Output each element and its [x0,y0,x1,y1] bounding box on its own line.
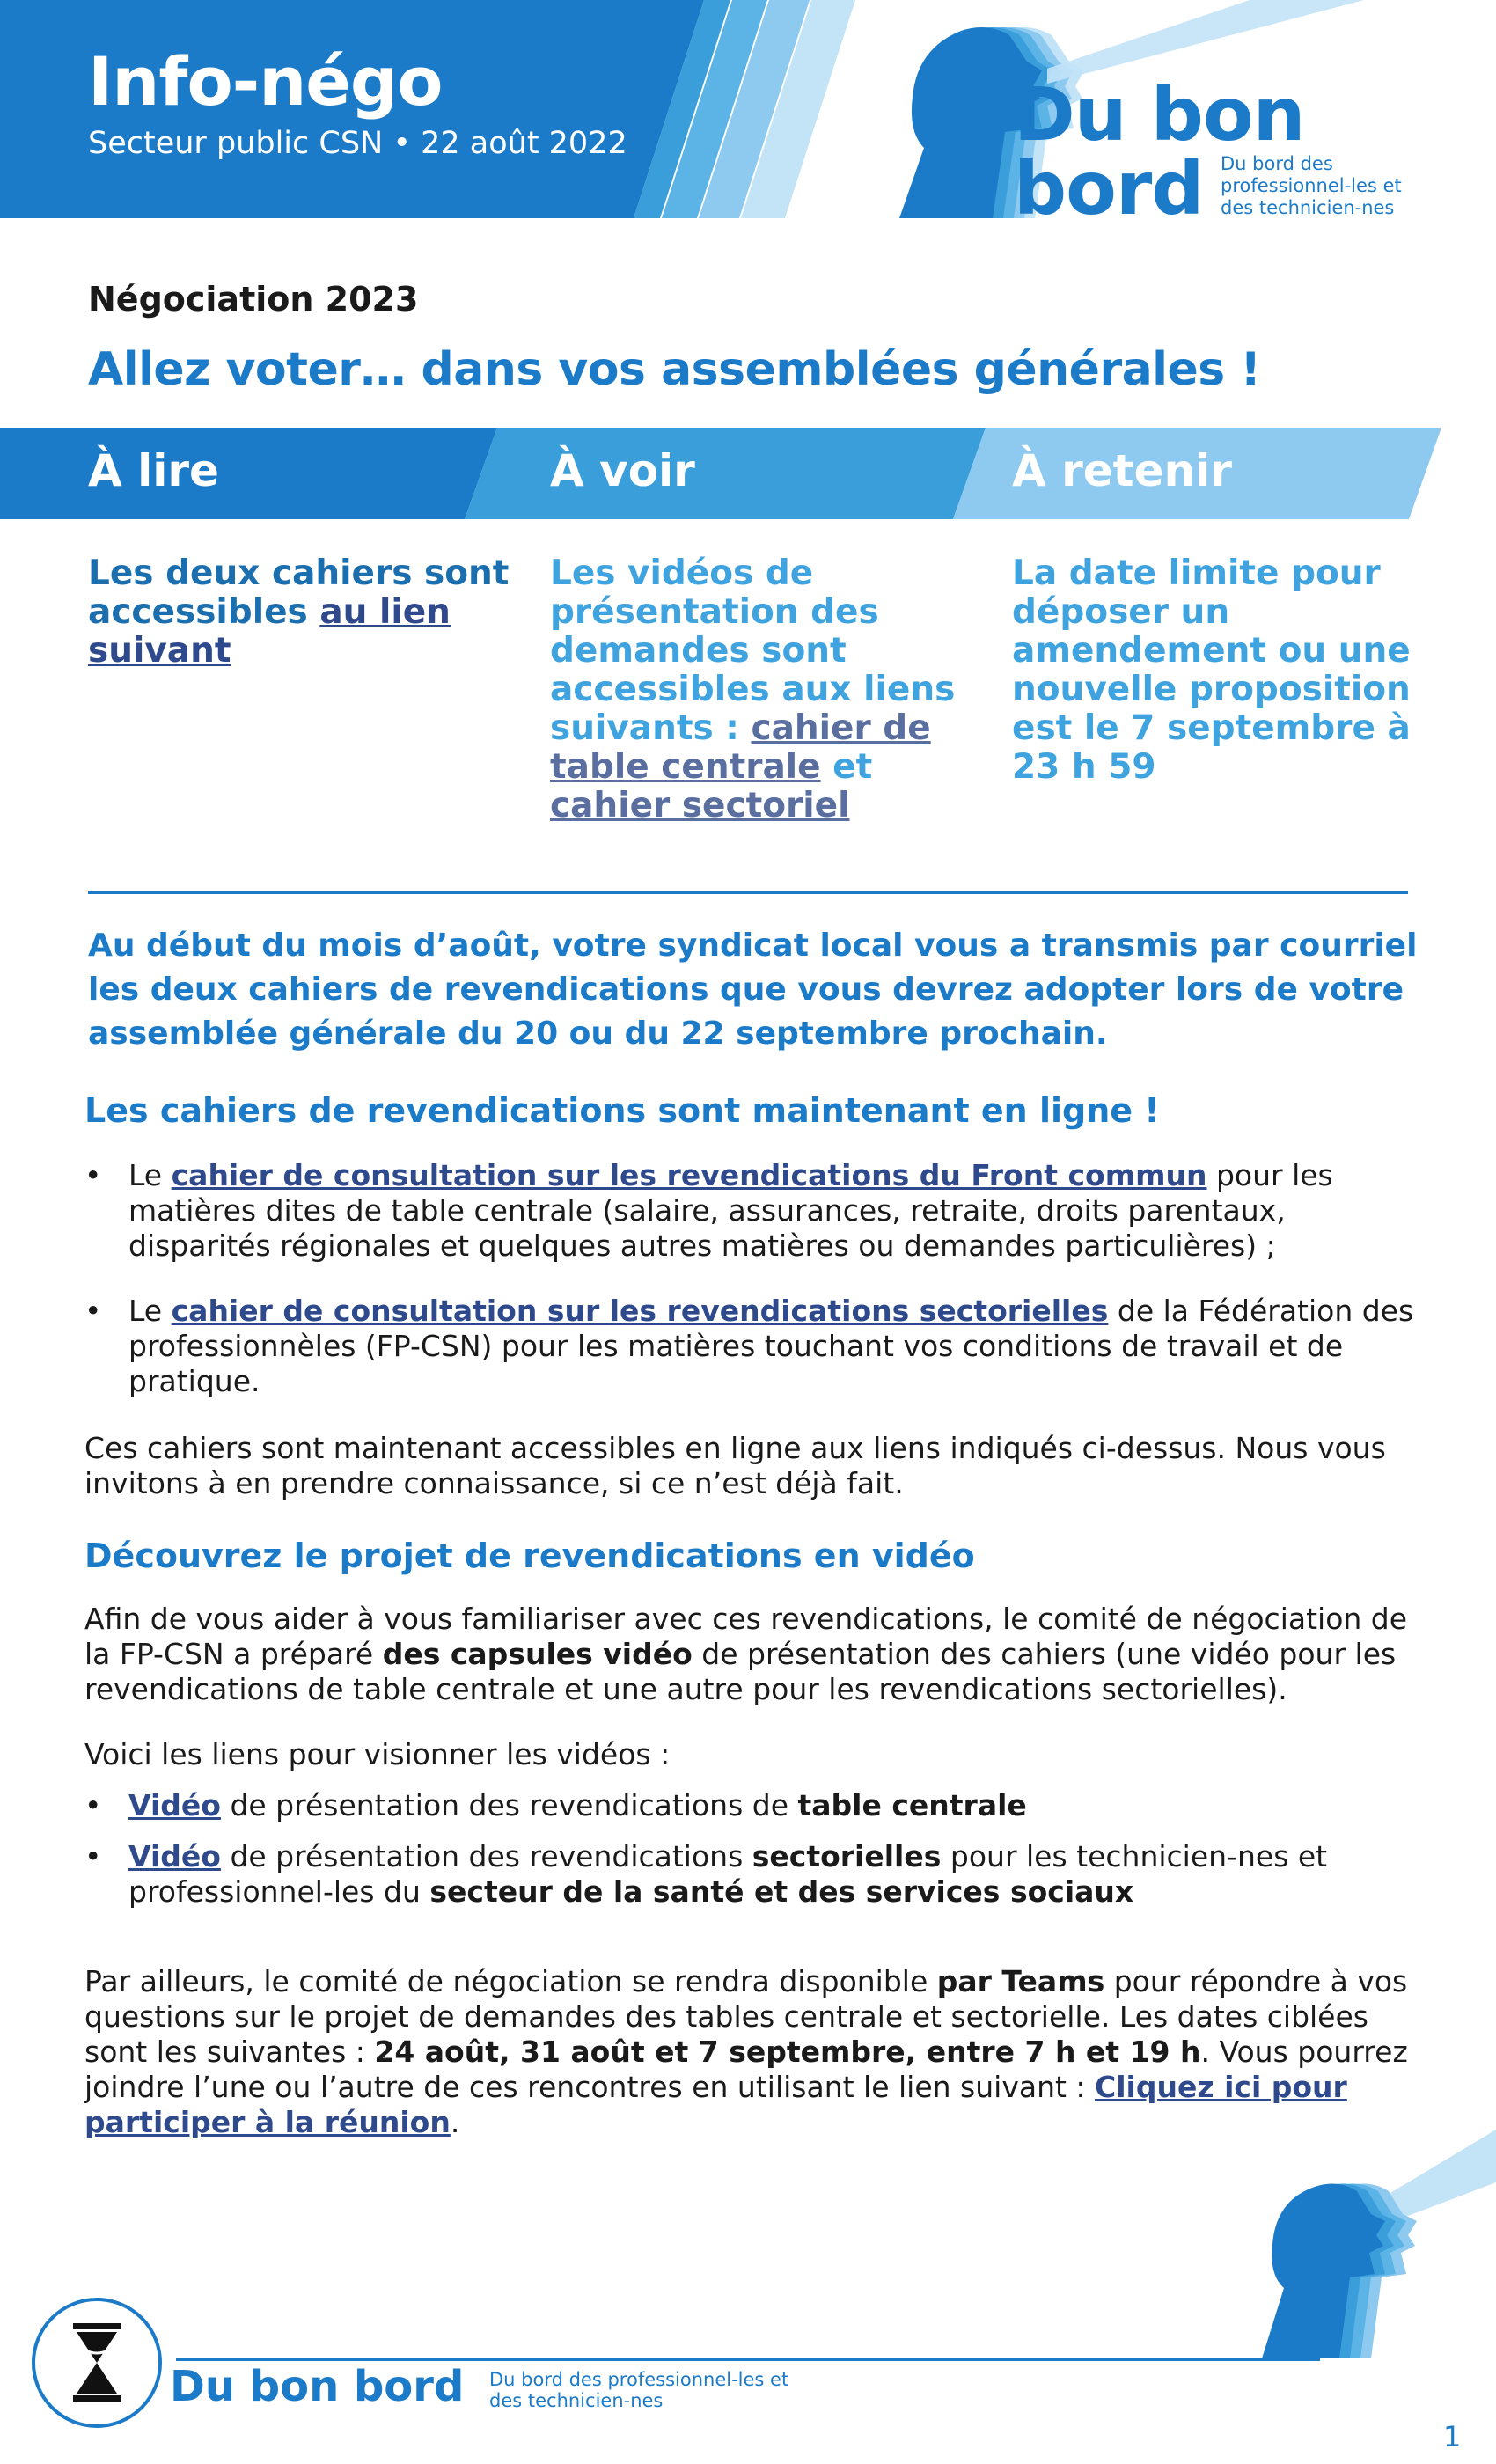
bullet-icon: • [84,1294,102,1328]
column-voir: Les vidéos de présentation des demandes sont accessibles aux liens suivants : cahier de table centrale et cahier sectoriel [550,554,956,825]
list-item: • Le cahier de consultation sur les revendications sectorielles de la Fédération des professionnèles (FP-CSN) pour les matières touchant vos conditions de travail et de pratique. [84,1294,1414,1398]
footer-divider [176,2358,1320,2361]
footer-profile-logo [1214,2112,1496,2358]
column-lire: Les deux cahiers sont accessibles au lien suivant [88,554,510,671]
section-title-en-ligne: Les cahiers de revendications sont maintenant en ligne ! [84,1091,1160,1130]
paragraph: Voici les liens pour visionner les vidéos : [84,1737,671,1771]
newsletter-subtitle: Secteur public CSN • 22 août 2022 [88,126,627,161]
brand-title-line2: bord [1014,145,1204,231]
page-number: 1 [1443,2420,1462,2453]
column-retenir: La date limite pour déposer un amendement ou une nouvelle proposition est le 7 septembre à 23 h 59 [1012,554,1411,787]
divider [88,891,1408,894]
paragraph: Ces cahiers sont maintenant accessibles en ligne aux liens indiqués ci-dessus. Nous vous invitons à en prendre connaissance, si ce n’est déjà fait. [84,1431,1386,1500]
bullet-icon: • [84,1788,102,1822]
bullet-icon: • [84,1158,102,1192]
cahiers-link[interactable]: au lien suivant [88,592,451,671]
teams-meeting-link[interactable]: Cliquez ici pour participer à la réunion [84,2070,1347,2139]
tabs-band [0,428,1496,519]
paragraph: Par ailleurs, le comité de négociation se rendra disponible par Teams pour répondre à vos questions sur le projet de demandes des tables centrale et sectorielle. Les dates ciblées sont les suivantes : 24 août, 31 août et 7 septembre, entre 7 h et 19 h. Vous pourrez joindre l’une ou l’autre de ces rencontres en utilisant le lien suivant : Cliquez ici pour participer à la réunion. [84,1964,1408,2139]
intro-paragraph: Au début du mois d’août, votre syndicat local vous a transmis par courriel les deux cahiers de revendications que vous devrez adopter lors de votre assemblée générale du 20 ou du 22 septembre prochain. [88,928,1418,1052]
video-sectoriel-link[interactable]: cahier sectoriel [550,786,850,825]
tab-a-lire: À lire [88,445,219,496]
video-link[interactable]: Vidéo [128,1839,221,1874]
newsletter-title: Info-négo [88,42,443,121]
list-item: • Vidéo de présentation des revendications de table centrale [84,1788,1027,1822]
bullet-icon: • [84,1839,102,1874]
kicker: Négociation 2023 [88,280,419,319]
front-commun-link[interactable]: cahier de consultation sur les revendications du Front commun [171,1158,1207,1192]
tab-a-voir: À voir [550,445,695,496]
list-item: • Le cahier de consultation sur les revendications du Front commun pour les matières dites de table centrale (salaire, assurances, retraite, droits parentaux, disparités régionales et quelques autres matières ou demandes particulières) ; [84,1158,1333,1263]
fp-csn-seal-logo [31,2297,163,2429]
video-table-centrale-link[interactable]: cahier de table centrale [550,708,931,787]
sectorielles-link[interactable]: cahier de consultation sur les revendications sectorielles [171,1294,1109,1328]
section-title-video: Découvrez le projet de revendications en vidéo [84,1536,975,1575]
video-link[interactable]: Vidéo [128,1788,221,1822]
page-headline: Allez voter… dans vos assemblées générales ! [88,343,1261,396]
footer-brand: Du bon bord [170,2362,465,2411]
tab-a-retenir: À retenir [1012,445,1232,496]
paragraph: Afin de vous aider à vous familiariser avec ces revendications, le comité de négociation de la FP-CSN a préparé des capsules vidéo de présentation des cahiers (une vidéo pour les revendications de table centrale et une autre pour les revendications sectorielles). [84,1602,1408,1706]
footer-tagline: Du bord des professionnel-les et des technicien-nes [489,2369,789,2411]
list-item: • Vidéo de présentation des revendications sectorielles pour les technicien-nes et professionnel-les du secteur de la santé et des services sociaux [84,1839,1328,1909]
brand-title-line1: Du bon [1014,71,1305,158]
brand-tagline: Du bord des professionnel-les et des technicien-nes [1221,153,1402,218]
